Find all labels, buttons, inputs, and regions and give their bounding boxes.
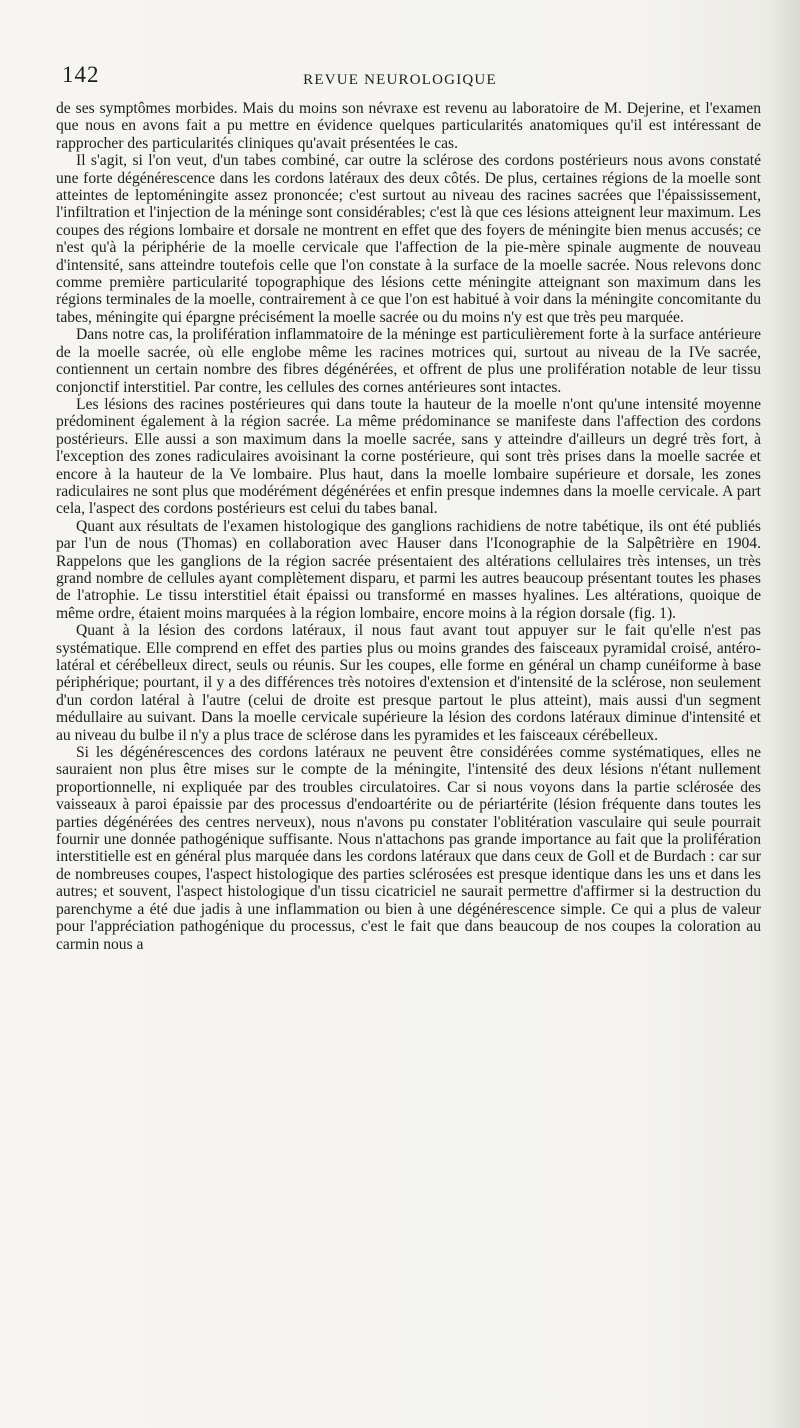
body-text [56, 100, 761, 953]
paragraph-3: Dans notre cas, la prolifération inflammatoire de la méninge est particulièrement forte à la surface antérieure de la moelle sacrée, où elle englobe même les racines motrices qui, surtout au niveau de la IVe sacrée, contiennent un certain nombre des fibres dégénérées, et offrent de plus une prolifération notable de leur tissu conjonctif interstitiel. Par contre, les cellules des cornes antérieures sont intactes. [56, 326, 761, 396]
running-title: REVUE NEUROLOGIQUE [303, 72, 497, 88]
paragraph-6: Quant à la lésion des cordons latéraux, il nous faut avant tout appuyer sur le fait qu'elle n'est pas systématique. Elle comprend en effet des parties plus ou moins grandes des faisceaux pyramidal croisé, antéro-latéral et cérébelleux direct, seuls ou réunis. Sur les coupes, elle forme en général un champ cunéiforme à base périphérique; pourtant, il y a des différences très notoires d'extension et d'intensité de la sclérose, non seulement d'un cordon latéral à l'autre (celui de droite est presque partout le plus atteint), mais aussi d'un segment médullaire au suivant. Dans la moelle cervicale supérieure la lésion des cordons latéraux diminue d'intensité et au niveau du bulbe il n'y a plus trace de sclérose dans les pyramides et les faisceaux cérébelleux. [56, 622, 761, 744]
paragraph-7: Si les dégénérescences des cordons latéraux ne peuvent être considérées comme systématiques, elles ne sauraient non plus être mises sur le compte de la méningite, l'intensité des deux lésions n'étant nullement proportionnelle, ni expliquée par des troubles circulatoires. Car si nous voyons dans la partie sclérosée des vaisseaux à paroi épaissie par des processus d'endoartérite ou de périartérite (lésion fréquente dans toutes les parties dégénérées des centres nerveux), nous n'avons pu constater l'oblitération vasculaire qui seule pourrait fournir une donnée pathogénique suffisante. Nous n'attachons pas grande importance au fait que la prolifération interstitielle est en général plus marquée dans les cordons latéraux que dans ceux de Goll et de Burdach : car sur de nombreuses coupes, l'aspect histologique des parties sclérosées est presque identique dans les uns et dans les autres; et souvent, l'aspect histologique d'un tissu cicatriciel ne saurait permettre d'affirmer si la destruction du parenchyme a été due jadis à une inflammation ou bien à une dégénérescence simple. Ce qui a plus de valeur pour l'appréciation pathogénique du processus, c'est le fait que dans beaucoup de nos coupes la coloration au carmin nous a [56, 744, 761, 953]
paragraph-2: Il s'agit, si l'on veut, d'un tabes combiné, car outre la sclérose des cordons postérieurs nous avons constaté une forte dégénérescence dans les cordons latéraux des deux côtés. De plus, certaines régions de la moelle sont atteintes de leptoméningite assez prononcée; c'est surtout au niveau des racines sacrées que l'épaississement, l'infiltration et l'injection de la méninge sont considérables; c'est là que ces lésions atteignent leur maximum. Les coupes des régions lombaire et dorsale ne montrent en effet que des foyers de méningite bien menus accusés; ce n'est qu'à la périphérie de la moelle cervicale que l'affection de la pie-mère spinale augmente de nouveau d'intensité, sans atteindre toutefois celle que l'on constate à la surface de la moelle sacrée. Nous relevons donc comme première particularité topographique des lésions cette méningite atteignant son maximum dans les régions terminales de la moelle, contrairement à ce que l'on est habitué à voir dans la méningite concomitante du tabes, méningite qui épargne précisément la moelle sacrée ou du moins n'y est que très peu marquée. [56, 152, 761, 326]
paragraph-5: Quant aux résultats de l'examen histologique des ganglions rachidiens de notre tabétique, ils ont été publiés par l'un de nous (Thomas) en collaboration avec Hauser dans l'Iconographie de la Salpêtrière en 1904. Rappelons que les ganglions de la région sacrée présentaient des altérations cellulaires très intenses, un très grand nombre de cellules ayant complètement disparu, et parmi les autres beaucoup présentant toutes les phases de l'atrophie. Le tissu interstitiel était épaissi ou transformé en masses hyalines. Les altérations, quoique de même ordre, étaient moins marquées à la région lombaire, encore moins à la région dorsale (fig. 1). [56, 517, 761, 622]
paragraph-1: de ses symptômes morbides. Mais du moins son névraxe est revenu au laboratoire de M. Dejerine, et l'examen que nous en avons fait a pu mettre en évidence quelques particularités anatomiques qu'il est intéressant de rapprocher des particularités cliniques qu'avait présentées le cas. [56, 100, 761, 152]
paragraph-4: Les lésions des racines postérieures qui dans toute la hauteur de la moelle n'ont qu'une intensité moyenne prédominent également à la région sacrée. La même prédominance se manifeste dans l'affection des cordons postérieurs. Elle aussi a son maximum dans la moelle sacrée, sans y atteindre d'ailleurs un degré très fort, à l'exception des zones radiculaires avoisinant la corne postérieure, qui sont très prises dans la moelle sacrée et encore à la hauteur de la Ve lombaire. Plus haut, dans la moelle lombaire supérieure et dorsale, les zones radiculaires ne sont plus que modérément dégénérées et enfin presque indemnes dans la moelle cervicale. A part cela, l'aspect des cordons postérieurs est celui du tabes banal. [56, 395, 761, 518]
page-number: 142 [62, 62, 100, 87]
